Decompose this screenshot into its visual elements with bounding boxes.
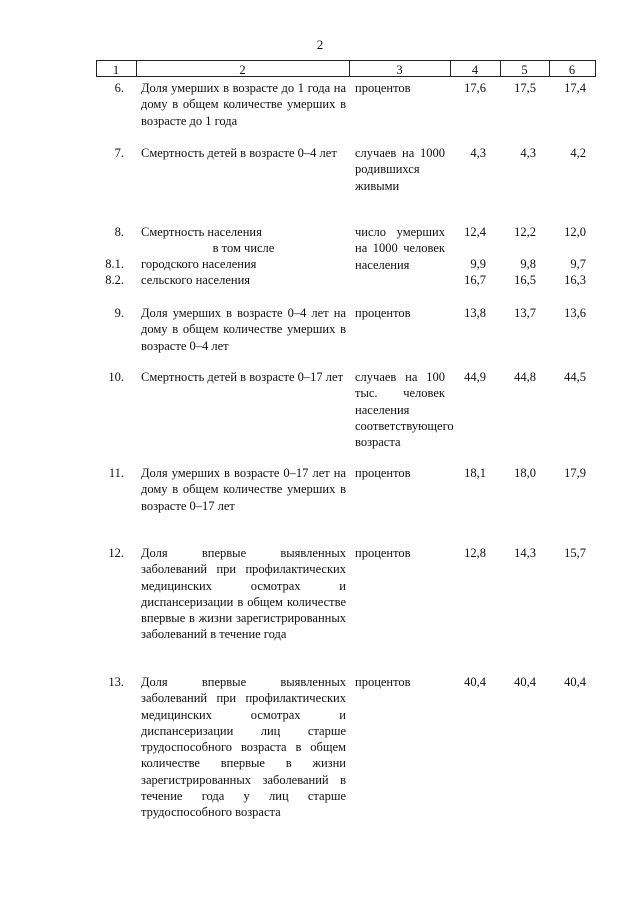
- value-col-6: 13,6: [564, 306, 586, 320]
- unit-of-measure: число умерших на 1000 человек населения: [355, 225, 445, 272]
- value-col-6: 16,3: [564, 273, 586, 287]
- row-number: 8.: [114, 225, 124, 239]
- row-number: 11.: [108, 466, 124, 480]
- value-col-4: 17,6: [464, 81, 486, 95]
- row-number: 13.: [108, 675, 124, 689]
- value-col-5: 16,5: [514, 273, 536, 287]
- unit-of-measure: процентов: [355, 306, 411, 320]
- value-col-4: 12,4: [464, 225, 486, 239]
- value-col-6: 12,0: [564, 225, 586, 239]
- value-col-6: 15,7: [564, 546, 586, 560]
- unit-of-measure: процентов: [355, 466, 411, 480]
- value-col-5: 17,5: [514, 81, 536, 95]
- indicator-name: Доля умерших в возрасте 0–17 лет на дому в общем количестве умерших в возрасте 0–17 лет: [141, 466, 346, 513]
- subheading-including: в том числе: [212, 241, 275, 255]
- value-col-6: 44,5: [564, 370, 586, 384]
- value-col-4: 18,1: [464, 466, 486, 480]
- value-col-4: 40,4: [464, 675, 486, 689]
- indicator-name: Смертность детей в возрасте 0–4 лет: [141, 146, 337, 160]
- value-col-5: 12,2: [514, 225, 536, 239]
- unit-of-measure: процентов: [355, 675, 411, 689]
- value-col-4: 16,7: [464, 273, 486, 287]
- header-col-5: 5: [521, 63, 528, 77]
- value-col-5: 18,0: [514, 466, 536, 480]
- value-col-5: 44,8: [514, 370, 536, 384]
- indicator-name: Доля умерших в возрасте 0–4 лет на дому в общем количестве умерших в возрасте 0–4 лет: [141, 306, 346, 353]
- row-number: 7.: [114, 146, 124, 160]
- header-col-4: 4: [471, 63, 479, 77]
- header-col-2: 2: [239, 63, 246, 77]
- indicator-name: Смертность населения: [141, 225, 262, 239]
- indicator-name: Смертность детей в возрасте 0–17 лет: [141, 370, 344, 384]
- value-col-5: 13,7: [514, 306, 536, 320]
- value-col-4: 9,9: [470, 257, 486, 271]
- unit-of-measure: случаев на 1000 родившихся живыми: [355, 146, 445, 193]
- indicator-name: Доля впервые выявленных заболеваний при профилактических медицинских осмотрах и диспансеризации лиц старше трудоспособного возраста в общем количестве впервые в жизни зарегистрированных заболеваний в течение года у лиц старше трудоспособного возраста: [141, 675, 346, 820]
- page-number: 2: [316, 37, 324, 52]
- value-col-6: 17,9: [564, 466, 586, 480]
- value-col-4: 4,3: [470, 146, 486, 160]
- row-number: 8.2.: [105, 273, 124, 287]
- row-number: 9.: [114, 306, 124, 320]
- value-col-5: 40,4: [514, 675, 536, 689]
- value-col-5: 4,3: [520, 146, 536, 160]
- value-col-5: 9,8: [520, 257, 536, 271]
- indicator-name: сельского населения: [141, 273, 251, 287]
- row-number: 12.: [108, 546, 124, 560]
- value-col-6: 17,4: [564, 81, 586, 95]
- value-col-5: 14,3: [514, 546, 536, 560]
- value-col-4: 13,8: [464, 306, 486, 320]
- row-number: 8.1.: [105, 257, 124, 271]
- indicator-name: Доля впервые выявленных заболеваний при профилактических медицинских осмотрах и диспансеризации в общем количестве впервые в жизни зарегистрированных заболеваний в течение года: [141, 546, 346, 642]
- header-col-3: 3: [396, 63, 403, 77]
- value-col-4: 44,9: [464, 370, 486, 384]
- header-col-6: 6: [568, 63, 576, 77]
- value-col-6: 4,2: [570, 146, 586, 160]
- indicator-name: Доля умерших в возрасте до 1 года на дому в общем количестве умерших в возрасте до 1 года: [141, 81, 346, 128]
- value-col-6: 9,7: [570, 257, 586, 271]
- unit-of-measure: процентов: [355, 546, 411, 560]
- value-col-6: 40,4: [564, 675, 586, 689]
- value-col-4: 12,8: [464, 546, 486, 560]
- row-number: 6.: [114, 81, 124, 95]
- unit-of-measure: процентов: [355, 81, 411, 95]
- indicator-name: городского населения: [141, 257, 257, 271]
- row-number: 10.: [108, 370, 124, 384]
- header-col-1: 1: [112, 63, 120, 77]
- unit-of-measure: случаев на 100 тыс. человек населения соответствующего возраста: [355, 370, 454, 450]
